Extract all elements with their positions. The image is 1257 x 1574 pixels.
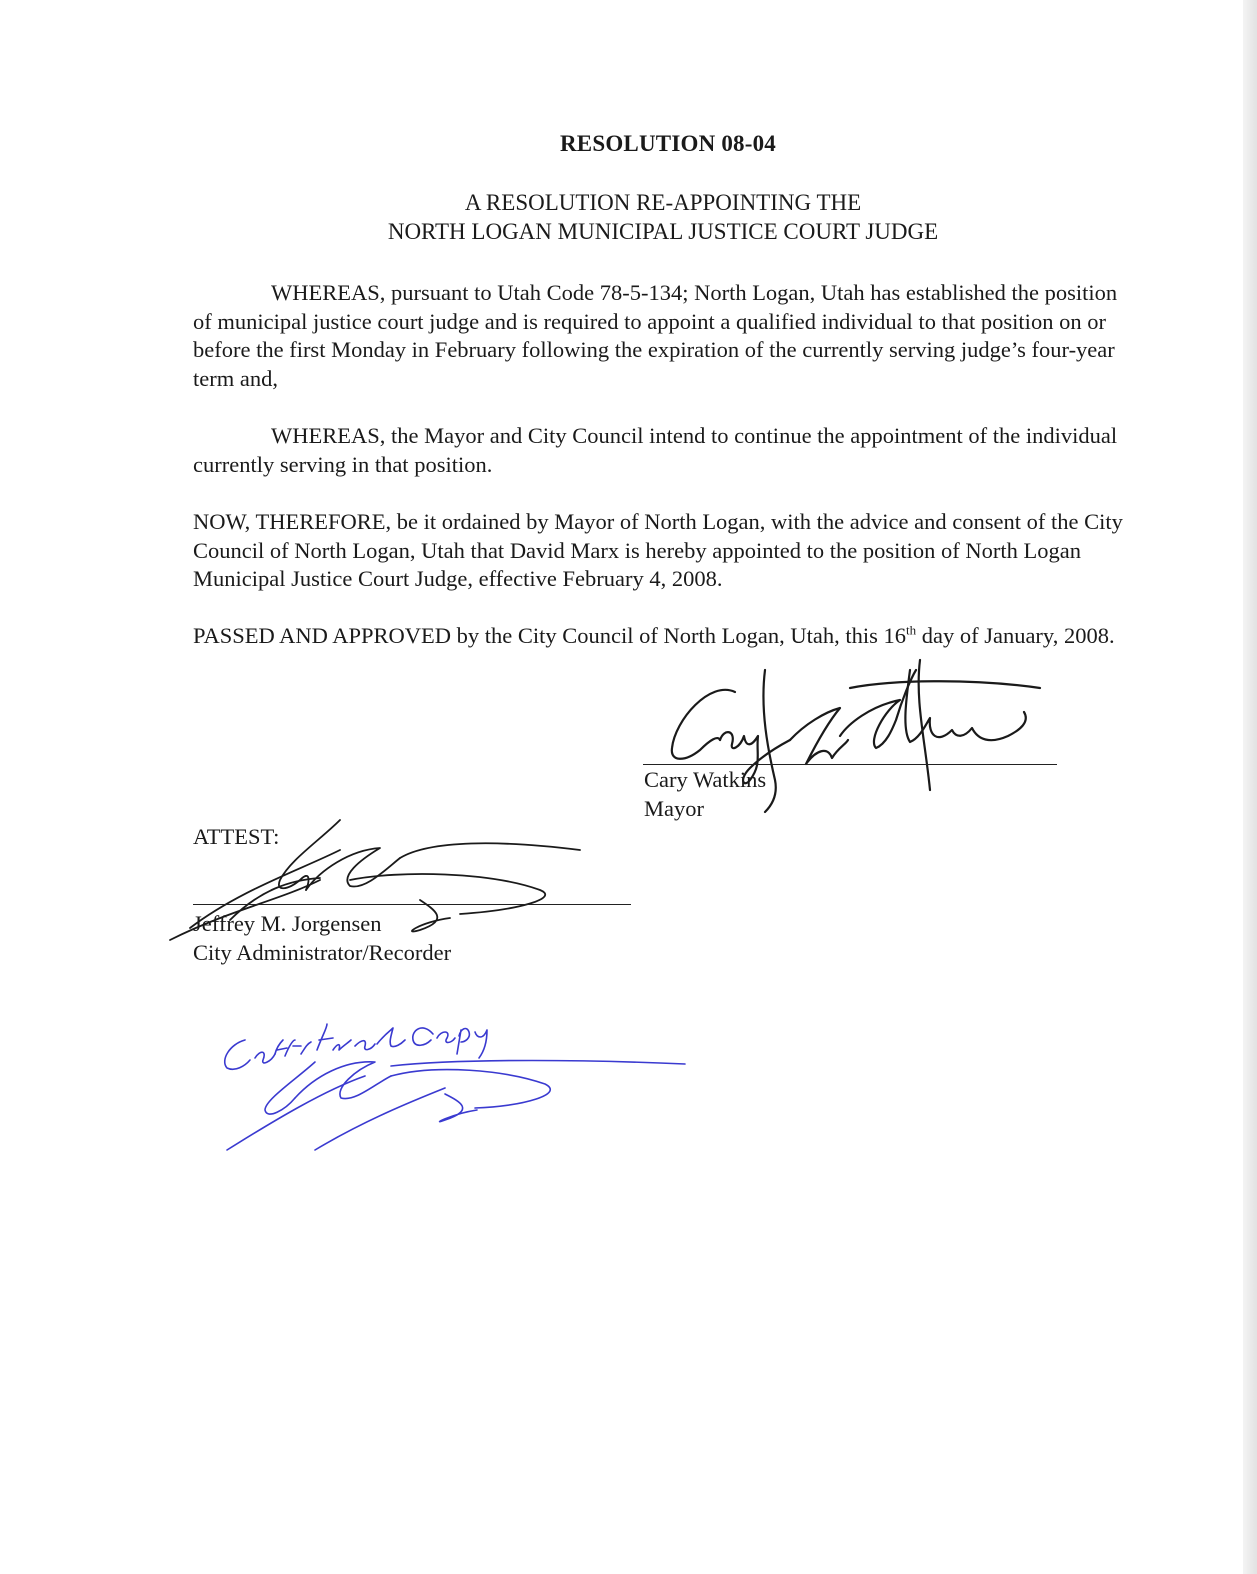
mayor-title: Mayor xyxy=(644,796,704,821)
resolution-title: RESOLUTION 08-04 xyxy=(560,131,776,156)
passed-text-after: day of January, 2008. xyxy=(916,623,1115,648)
now-therefore-paragraph: NOW, THEREFORE, be it ordained by Mayor of North Logan, with the advice and consent of the City Council of North Logan, Utah that David Marx is hereby appointed to the position of North Logan Municipal Justice Court Judge, effective February 4, 2008. xyxy=(193,509,1123,592)
resolution-subtitle-line1: A RESOLUTION RE-APPOINTING THE xyxy=(464,190,862,215)
certified-copy-annotation xyxy=(215,1010,695,1160)
attest-label: ATTEST: xyxy=(193,824,280,849)
recorder-name: Jeffrey M. Jorgensen xyxy=(193,911,382,936)
recorder-title: City Administrator/Recorder xyxy=(193,940,452,965)
recorder-signature-line xyxy=(193,904,631,905)
mayor-name: Cary Watkins xyxy=(644,767,767,792)
resolution-subtitle-line2: NORTH LOGAN MUNICIPAL JUSTICE COURT JUDGE xyxy=(387,219,939,244)
whereas-paragraph-1: WHEREAS, pursuant to Utah Code 78-5-134; North Logan, Utah has established the position of municipal justice court judge and is required to appoint a qualified individual to that position on or before the first Monday in February following the expiration of the currently serving judge’s four-year term and, xyxy=(193,280,1118,391)
mayor-signature-line xyxy=(643,764,1057,765)
passed-text-before: PASSED AND APPROVED by the City Council of North Logan, Utah, this 16 xyxy=(193,623,906,648)
whereas-paragraph-2: WHEREAS, the Mayor and City Council intend to continue the appointment of the individual currently serving in that position. xyxy=(193,423,1118,477)
ordinal-suffix: th xyxy=(905,622,917,638)
